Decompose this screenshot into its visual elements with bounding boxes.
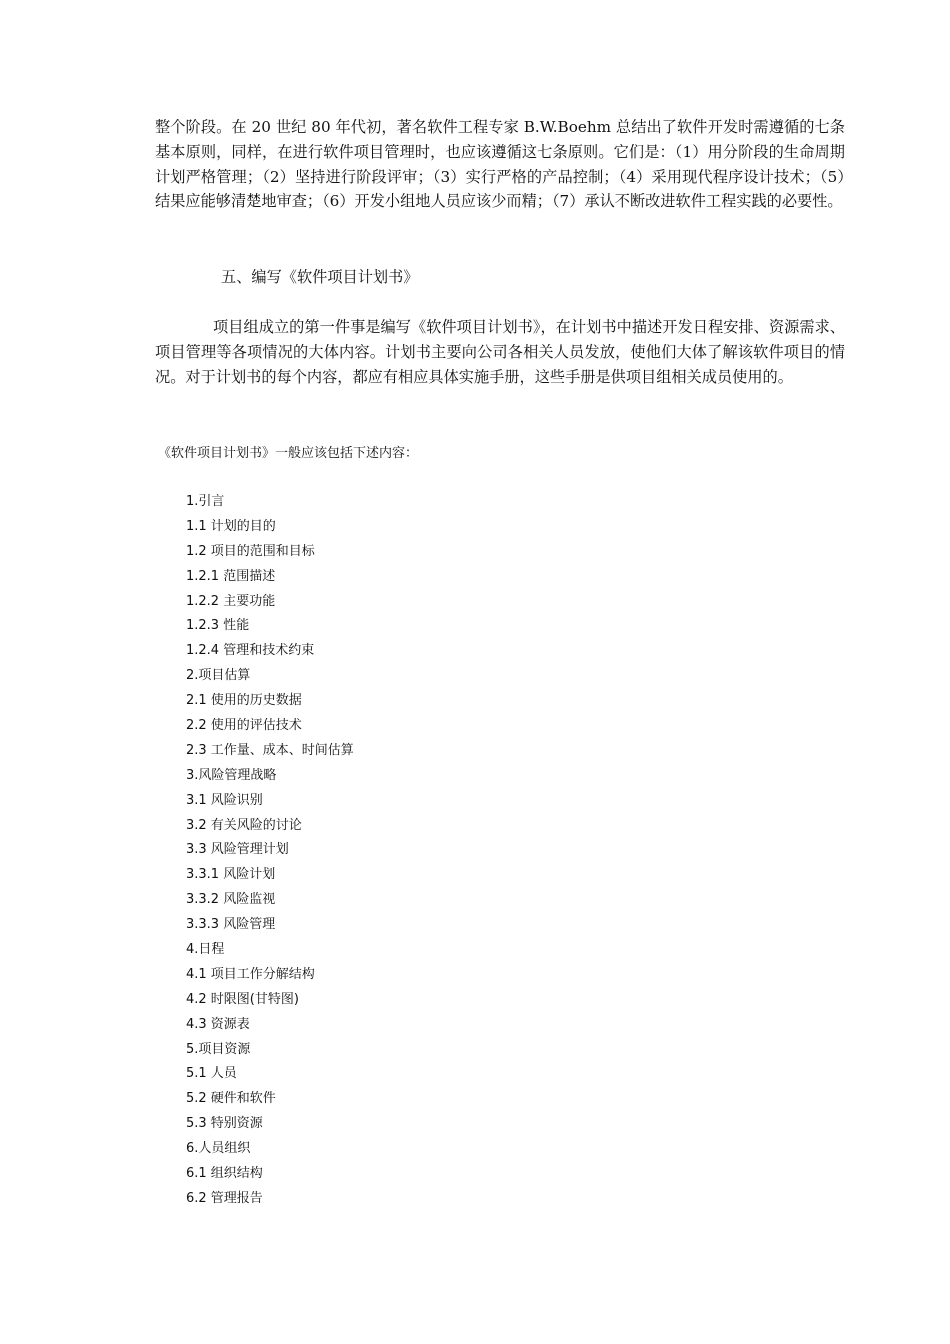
toc-item: 3.2 有关风险的讨论 [186, 817, 302, 833]
toc-item: 1.2.4 管理和技术约束 [186, 643, 315, 659]
paragraph-plan-intro [155, 315, 845, 389]
toc-item: 6.2 管理报告 [186, 1190, 263, 1206]
toc-intro: 《软件项目计划书》一般应该包括下述内容： [158, 446, 419, 461]
toc-item: 3.1 风险识别 [186, 792, 263, 808]
toc-item: 2.2 使用的评估技术 [186, 718, 302, 734]
toc-item: 3.3.2 风险监视 [186, 892, 276, 908]
toc-item: 6.人员组织 [186, 1141, 251, 1157]
toc-item: 1.2.2 主要功能 [186, 593, 276, 609]
table-of-contents [186, 490, 354, 1212]
toc-item: 6.1 组织结构 [186, 1166, 263, 1182]
toc-item: 4.3 资源表 [186, 1016, 250, 1032]
toc-item: 1.1 计划的目的 [186, 518, 276, 534]
toc-item: 4.日程 [186, 942, 225, 958]
toc-item: 1.引言 [186, 494, 225, 509]
toc-item: 1.2 项目的范围和目标 [186, 543, 315, 559]
toc-item: 2.项目估算 [186, 668, 251, 684]
toc-item: 3.3.3 风险管理 [186, 917, 276, 933]
toc-item: 2.3 工作量、成本、时间估算 [186, 742, 354, 758]
toc-item: 5.2 硬件和软件 [186, 1091, 276, 1107]
toc-item: 5.1 人员 [186, 1066, 237, 1082]
toc-item: 5.项目资源 [186, 1041, 251, 1057]
toc-item: 1.2.1 范围描述 [186, 568, 276, 584]
toc-item: 1.2.3 性能 [186, 618, 250, 634]
toc-item: 4.2 时限图(甘特图) [186, 991, 299, 1007]
paragraph-principles [155, 115, 845, 214]
paragraph-text: 项目组成立的第一件事是编写《软件项目计划书》，在计划书中描述开发日程安排、资源需求、项目管理等各项情况的大体内容。计划书主要向公司各相关人员发放，使他们大体了解该软件项目的情况。对于计划书的每个内容，都应有相应具体实施手册，这些手册是供项目组相关成员使用的。 [155, 318, 845, 386]
paragraph-text: 整个阶段。在 20 世纪 80 年代初，著名软件工程专家 B.W.Boehm 总结出了软件开发时需遵循的七条基本原则，同样，在进行软件项目管理时，也应该遵循这七条原则。它们是：（1）用分阶段的生命周期计划严格管理；（2）坚持进行阶段评审；（3）实行严格的产品控制；（4）采用现代程序设计技术；（5）结果应能够清楚地审查；（6）开发小组地人员应该少而精；（7）承认不断改进软件工程实践的必要性。 [155, 118, 845, 211]
toc-item: 2.1 使用的历史数据 [186, 693, 302, 709]
toc-item: 5.3 特别资源 [186, 1116, 263, 1132]
toc-item: 4.1 项目工作分解结构 [186, 966, 315, 982]
toc-item: 3.3.1 风险计划 [186, 867, 276, 883]
section-heading: 五、编写《软件项目计划书》 [221, 268, 419, 286]
toc-item: 3.3 风险管理计划 [186, 842, 289, 858]
toc-item: 3.风险管理战略 [186, 767, 277, 783]
